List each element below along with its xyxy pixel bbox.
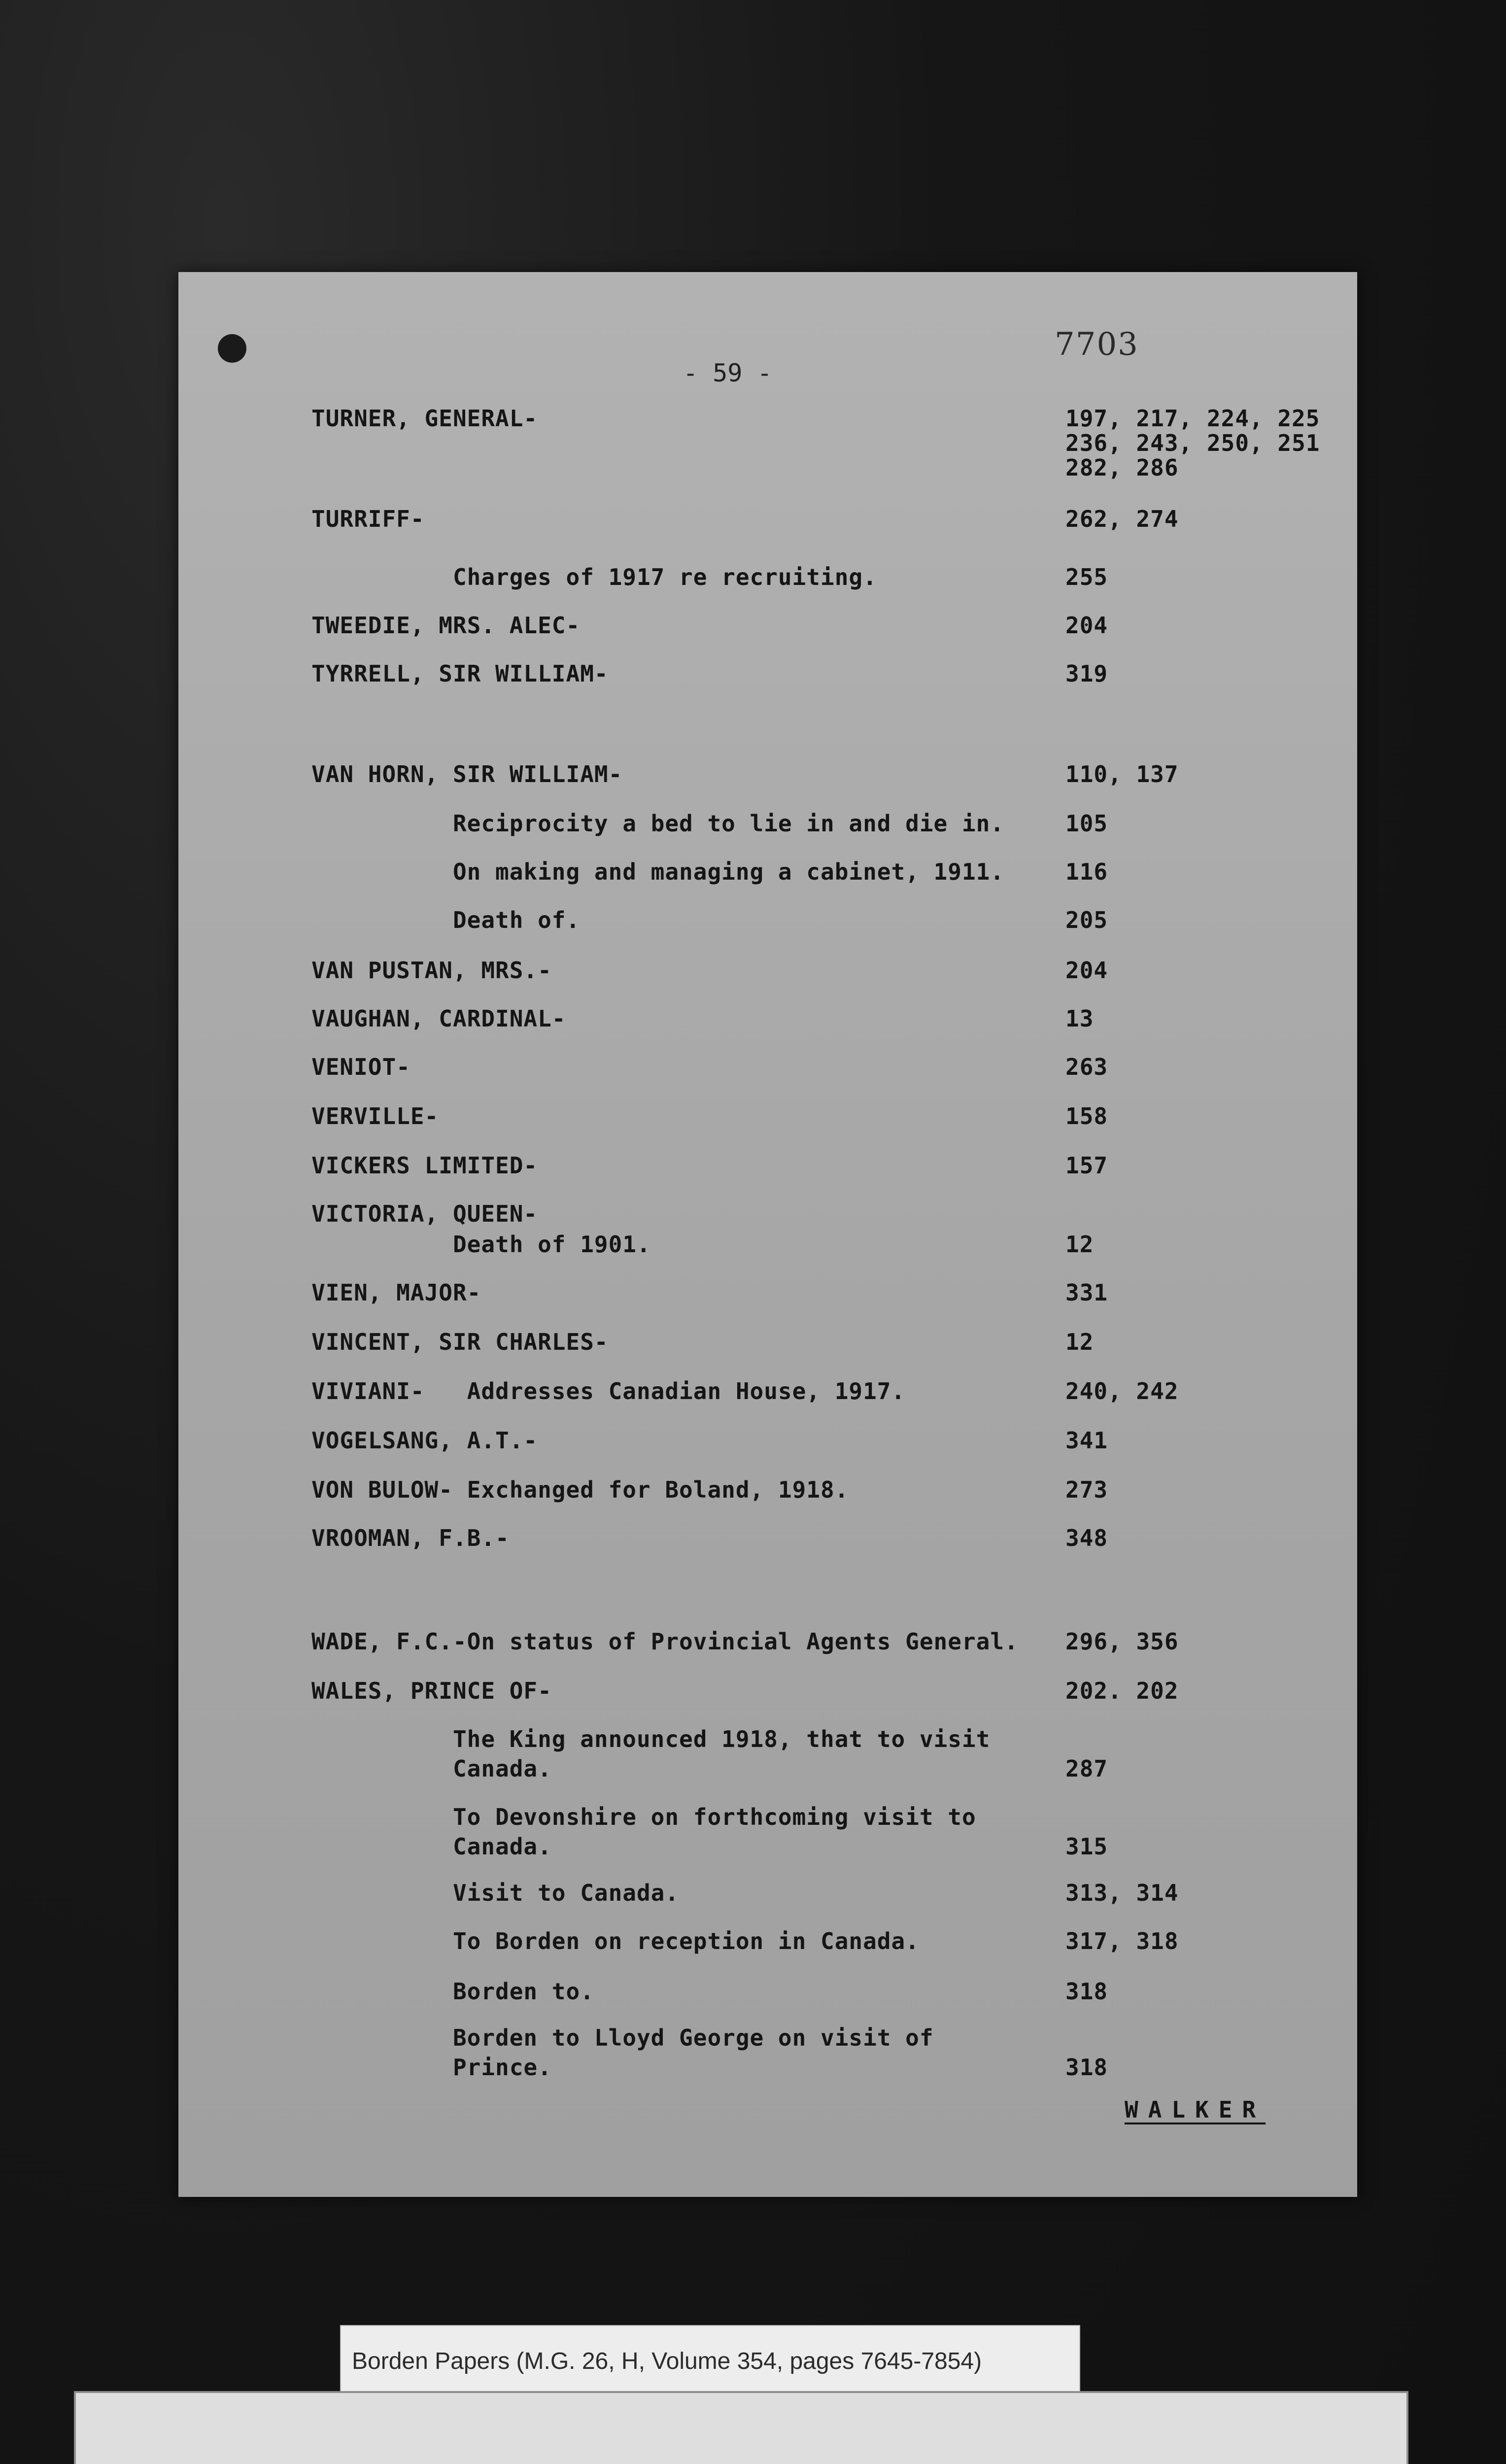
stamped-page-number: 7703	[1055, 326, 1139, 363]
index-entry-name: Death of.	[311, 907, 581, 933]
index-entry-pages: 157	[1065, 1152, 1108, 1179]
index-entry-name: Borden to.	[311, 1978, 594, 2005]
index-entry-pages: 12	[1065, 1329, 1094, 1355]
index-entry-pages: 12	[1065, 1231, 1094, 1258]
index-entry-pages: 282, 286	[1065, 454, 1179, 481]
index-entry-name: VINCENT, SIR CHARLES-	[311, 1329, 609, 1355]
index-entry-name: On making and managing a cabinet, 1911.	[311, 858, 1005, 885]
index-entry-pages: 204	[1065, 957, 1108, 984]
folio-number: - 59 -	[683, 359, 772, 387]
index-entry-name: VIVIANI- Addresses Canadian House, 1917.	[311, 1378, 906, 1404]
index-entry-pages: 236, 243, 250, 251	[1065, 430, 1320, 456]
reference-text: Borden Papers (M.G. 26, H, Volume 354, pages 7645-7854)	[352, 2348, 982, 2374]
index-entry-pages: 105	[1065, 810, 1108, 837]
index-entry-pages: 204	[1065, 612, 1108, 639]
index-entry-pages: 158	[1065, 1103, 1108, 1129]
index-entry-name: VAN HORN, SIR WILLIAM-	[311, 761, 623, 787]
index-entry-name: Borden to Lloyd George on visit of	[311, 2024, 934, 2051]
index-entry-pages: 348	[1065, 1525, 1108, 1551]
index-entry-pages: 263	[1065, 1054, 1108, 1080]
index-entry-name: Canada.	[311, 1833, 552, 1860]
index-entry-name: VAUGHAN, CARDINAL-	[311, 1005, 566, 1032]
index-entry-pages: 110, 137	[1065, 761, 1179, 787]
index-entry-pages: 318	[1065, 2054, 1108, 2081]
index-entry-name: VICKERS LIMITED-	[311, 1152, 538, 1179]
index-entry-pages: 13	[1065, 1005, 1094, 1032]
index-entry-name: VIEN, MAJOR-	[311, 1279, 481, 1306]
index-entry-pages: 202. 202	[1065, 1677, 1179, 1704]
index-entry-pages: 341	[1065, 1427, 1108, 1454]
index-entry-name: VAN PUSTAN, MRS.-	[311, 957, 552, 984]
index-entry-name: To Borden on reception in Canada.	[311, 1928, 920, 1954]
index-entry-name: VROOMAN, F.B.-	[311, 1525, 510, 1551]
catchword: WALKER	[1125, 2096, 1266, 2123]
index-entry-name: TURRIFF-	[311, 506, 425, 532]
punch-hole	[218, 334, 246, 363]
index-entry-name: VICTORIA, QUEEN-	[311, 1200, 538, 1227]
index-entry-name: WADE, F.C.-On status of Provincial Agents General.	[311, 1628, 1019, 1655]
index-entry-name: WALES, PRINCE OF-	[311, 1677, 552, 1704]
index-entry-pages: 287	[1065, 1755, 1108, 1782]
index-entry-pages: 318	[1065, 1978, 1108, 2005]
index-entry-name: VON BULOW- Exchanged for Boland, 1918.	[311, 1476, 849, 1503]
index-entry-name: Visit to Canada.	[311, 1880, 680, 1906]
index-entry-name: TWEEDIE, MRS. ALEC-	[311, 612, 581, 639]
index-entry-pages: 197, 217, 224, 225	[1065, 405, 1320, 432]
index-entry-pages: 240, 242	[1065, 1378, 1179, 1404]
index-entry-pages: 319	[1065, 660, 1108, 687]
index-entry-name: VOGELSANG, A.T.-	[311, 1427, 538, 1454]
index-entry-pages: 205	[1065, 907, 1108, 933]
index-entry-name: TURNER, GENERAL-	[311, 405, 538, 432]
index-entry-name: Prince.	[311, 2054, 552, 2081]
index-entry-pages: 262, 274	[1065, 506, 1179, 532]
index-entry-pages: 317, 318	[1065, 1928, 1179, 1954]
index-entry-name: Death of 1901.	[311, 1231, 651, 1258]
index-entry-name: Canada.	[311, 1755, 552, 1782]
index-entry-name: VENIOT-	[311, 1054, 411, 1080]
index-page	[178, 272, 1357, 2197]
index-entry-name: TYRRELL, SIR WILLIAM-	[311, 660, 609, 687]
index-entry-name: Reciprocity a bed to lie in and die in.	[311, 810, 1005, 837]
index-entry-pages: 315	[1065, 1833, 1108, 1860]
index-entry-name: Charges of 1917 re recruiting.	[311, 564, 877, 590]
index-entry-name: The King announced 1918, that to visit	[311, 1726, 991, 1752]
archives-card	[74, 2391, 1408, 2464]
index-entry-name: To Devonshire on forthcoming visit to	[311, 1804, 976, 1830]
index-entry-name: VERVILLE-	[311, 1103, 439, 1129]
index-entry-pages: 273	[1065, 1476, 1108, 1503]
reference-label	[340, 2325, 1080, 2398]
index-entry-pages: 313, 314	[1065, 1880, 1179, 1906]
index-entry-pages: 116	[1065, 858, 1108, 885]
index-entry-pages: 255	[1065, 564, 1108, 590]
index-entry-pages: 296, 356	[1065, 1628, 1179, 1655]
index-entry-pages: 331	[1065, 1279, 1108, 1306]
